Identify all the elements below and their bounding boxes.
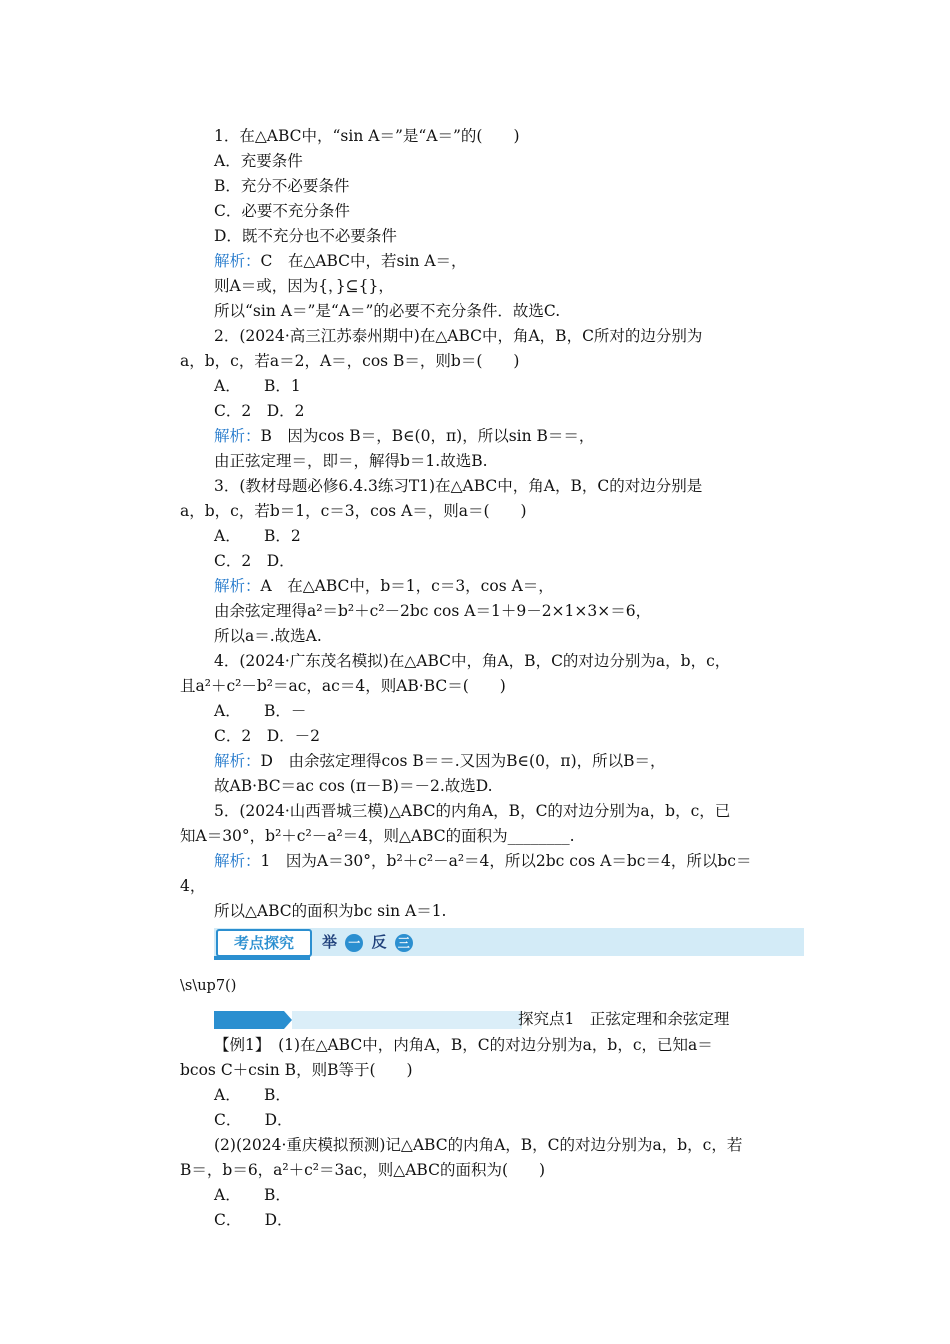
- line-text: 1．在△ABC中，“sin A＝”是“A＝”的( ): [214, 127, 520, 145]
- analysis-label: 解析：: [214, 252, 261, 270]
- text-line: [180, 174, 772, 199]
- line-text: C．必要不充分条件: [214, 202, 350, 220]
- line-text: (2)(2024·重庆模拟预测)记△ABC的内角A，B，C的对边分别为a，b，c，若: [214, 1136, 743, 1154]
- section-line: [292, 1011, 522, 1029]
- text-line: [180, 374, 772, 399]
- line-text: 4．(2024·广东茂名模拟)在△ABC中，角A，B，C的对边分别为a，b，c，: [214, 652, 731, 670]
- banner-char: 举: [322, 933, 338, 951]
- example-block: [180, 1033, 772, 1233]
- text-line: [180, 474, 772, 499]
- line-text: 2．(2024·高三江苏泰州期中)在△ABC中，角A，B，C所对的边分别为: [214, 327, 703, 345]
- line-text: A 在△ABC中，b＝1，c＝3，cos A＝，: [260, 577, 554, 595]
- line-text: A． B．1: [214, 377, 301, 395]
- line-text: 4，: [180, 877, 206, 895]
- line-text: 知A＝30°，b²＋c²－a²＝4，则△ABC的面积为________.: [180, 827, 575, 845]
- text-line: [180, 1133, 772, 1158]
- line-text: A． B．: [214, 1086, 291, 1104]
- line-text: C． D．: [214, 1111, 293, 1129]
- line-text: 所以△ABC的面积为bc sin A＝1.: [214, 902, 447, 920]
- line-text: 3．(教材母题必修6.4.3练习T1)在△ABC中，角A，B，C的对边分别是: [214, 477, 703, 495]
- line-text: 且a²＋c²－b²＝ac，ac＝4，则AB·BC＝( ): [180, 677, 506, 695]
- text-line: [180, 224, 772, 249]
- line-text: C．2 D．2: [214, 402, 305, 420]
- text-line: [180, 624, 772, 649]
- raw-code-text: \s\up7(): [180, 978, 237, 994]
- section-heading: [180, 1005, 772, 1033]
- line-text: A． B．2: [214, 527, 301, 545]
- line-text: D．既不充分也不必要条件: [214, 227, 397, 245]
- text-line: [180, 649, 772, 674]
- line-text: 由正弦定理＝，即＝，解得b＝1.故选B.: [214, 452, 488, 470]
- text-line: [180, 1208, 772, 1233]
- section-bar: [214, 1011, 284, 1029]
- document-page: [180, 124, 772, 1233]
- text-line: [180, 349, 772, 374]
- section-banner: [180, 928, 772, 956]
- text-line: [180, 574, 772, 599]
- section-title: 探究点1 正弦定理和余弦定理: [518, 1010, 730, 1028]
- text-line: [180, 274, 772, 299]
- text-line: [180, 324, 772, 349]
- text-line: [180, 124, 772, 149]
- line-text: C．2 D．: [214, 552, 295, 570]
- text-line: [180, 849, 772, 874]
- line-text: bcos C＋csin B，则B等于( ): [180, 1061, 413, 1079]
- text-line: [180, 424, 772, 449]
- text-line: [180, 724, 772, 749]
- line-text: a，b，c，若a＝2，A＝，cos B＝，则b＝( ): [180, 352, 520, 370]
- line-text: 【例1】 (1)在△ABC中，内角A，B，C的对边分别为a，b，c，已知a＝: [214, 1036, 713, 1054]
- line-text: C． D．: [214, 1211, 293, 1229]
- exercise-block: [180, 124, 772, 924]
- text-line: [180, 774, 772, 799]
- banner-circle-char: 一: [345, 934, 363, 952]
- line-text: 故AB·BC＝ac cos (π－B)＝－2.故选D.: [214, 777, 493, 795]
- text-line: [180, 199, 772, 224]
- text-line: [180, 824, 772, 849]
- line-text: 所以a＝.故选A.: [214, 627, 322, 645]
- line-text: B 因为cos B＝，B∈(0，π)，所以sin B＝＝，: [260, 427, 595, 445]
- line-text: 5．(2024·山西晋城三模)△ABC的内角A，B，C的对边分别为a，b，c，已: [214, 802, 731, 820]
- banner-tag: 考点探究: [216, 929, 312, 957]
- line-text: B．充分不必要条件: [214, 177, 350, 195]
- text-line: [180, 249, 772, 274]
- line-text: A．充要条件: [214, 152, 303, 170]
- text-line: [180, 399, 772, 424]
- line-text: 则A＝或，因为{，}⊆{}，: [214, 277, 394, 295]
- text-line: [180, 874, 772, 899]
- line-text: A． B．－: [214, 702, 307, 720]
- text-line: [180, 799, 772, 824]
- banner-char: 反: [371, 933, 387, 951]
- line-text: 所以“sin A＝”是“A＝”的必要不充分条件．故选C.: [214, 302, 561, 320]
- banner-subtitle: [322, 930, 416, 954]
- text-line: [180, 749, 772, 774]
- text-line: [180, 1108, 772, 1133]
- text-line: [180, 1058, 772, 1083]
- text-line: [180, 549, 772, 574]
- text-line: [180, 1158, 772, 1183]
- line-text: a，b，c，若b＝1，c＝3，cos A＝，则a＝( ): [180, 502, 527, 520]
- line-text: A． B．: [214, 1186, 291, 1204]
- text-line: [180, 699, 772, 724]
- text-line: [180, 599, 772, 624]
- analysis-label: 解析：: [214, 577, 261, 595]
- analysis-label: 解析：: [214, 852, 261, 870]
- line-text: 1 因为A＝30°，b²＋c²－a²＝4，所以2bc cos A＝bc＝4，所以bc＝: [260, 852, 752, 870]
- text-line: [180, 899, 772, 924]
- analysis-label: 解析：: [214, 427, 261, 445]
- line-text: D 由余弦定理得cos B＝＝.又因为B∈(0，π)，所以B＝，: [260, 752, 666, 770]
- text-line: [180, 299, 772, 324]
- text-line: [180, 149, 772, 174]
- banner-circle-char: 三: [395, 934, 413, 952]
- line-text: C 在△ABC中，若sin A＝，: [260, 252, 467, 270]
- line-text: 由余弦定理得a²＝b²＋c²－2bc cos A＝1＋9－2×1×3×＝6，: [214, 602, 652, 620]
- line-text: B＝，b＝6，a²＋c²＝3ac，则△ABC的面积为( ): [180, 1161, 546, 1179]
- line-text: C．2 D．－2: [214, 727, 321, 745]
- text-line: [180, 1183, 772, 1208]
- text-line: [180, 524, 772, 549]
- text-line: [180, 1083, 772, 1108]
- text-line: [180, 1033, 772, 1058]
- text-line: [180, 449, 772, 474]
- analysis-label: 解析：: [214, 752, 261, 770]
- text-line: [180, 499, 772, 524]
- text-line: [180, 674, 772, 699]
